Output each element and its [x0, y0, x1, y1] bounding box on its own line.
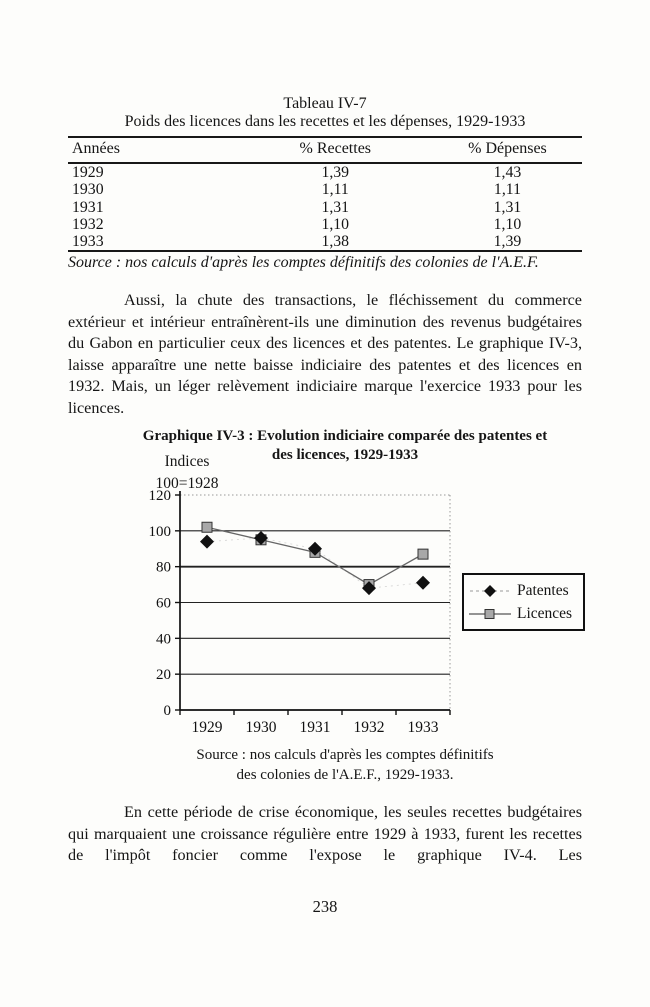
- licences-weight-table: [68, 136, 582, 252]
- table-row: [68, 233, 582, 251]
- table-cell-depenses: 1,11: [493, 181, 521, 199]
- svg-text:0: 0: [163, 703, 171, 719]
- square-marker-icon: [469, 607, 511, 621]
- svg-text:1933: 1933: [407, 719, 439, 736]
- chart-title-line1: Graphique IV-3 : Evolution indiciaire comparée des patentes et: [142, 428, 548, 444]
- table-row: [68, 181, 582, 198]
- paragraph-transactions: Aussi, la chute des transactions, le fléchissement du commerce extérieur et intérieur entraînèrent-ils une diminution des revenus budgétaires du Gabon en particulier ceux des licences et des patentes. Le graphique IV-3, laisse apparaître une nette baisse indiciaire des patentes et des licences en 1932. Mais, un léger relèvement indiciaire marque l'exercice 1933 pour les licences.: [68, 291, 582, 417]
- legend-item-patentes: [469, 579, 578, 602]
- column-header-depenses: % Dépenses: [433, 137, 582, 163]
- table-row: [68, 163, 582, 181]
- table-cell-depenses: 1,10: [493, 215, 522, 233]
- svg-text:120: 120: [148, 488, 171, 504]
- y-axis-note-line2: 100=1928: [155, 475, 219, 492]
- table-cell-year: 1933: [72, 233, 104, 251]
- table-cell-depenses: 1,31: [493, 198, 522, 216]
- table-cell-recettes: 1,11: [321, 181, 349, 199]
- legend-item-licences: [469, 602, 578, 625]
- column-header-recettes: % Recettes: [238, 137, 433, 163]
- table-cell-recettes: 1,10: [321, 215, 350, 233]
- table-cell-year: 1930: [72, 181, 104, 199]
- chart-legend: [462, 573, 585, 631]
- chart-source-note: [120, 745, 570, 785]
- svg-text:1930: 1930: [245, 719, 277, 736]
- chart-title-line2: des licences, 1929-1933: [271, 447, 419, 463]
- table-row: [68, 216, 582, 233]
- svg-text:40: 40: [156, 631, 171, 648]
- table-caption-number: Tableau IV-7: [283, 95, 367, 112]
- table-cell-year: 1931: [72, 198, 104, 216]
- table-cell-recettes: 1,31: [321, 198, 350, 216]
- svg-text:80: 80: [156, 559, 171, 576]
- table-row: [68, 199, 582, 216]
- table-header-row: [68, 137, 582, 163]
- svg-text:60: 60: [156, 595, 171, 612]
- page-number: 238: [312, 897, 338, 916]
- svg-text:1931: 1931: [299, 719, 331, 736]
- column-header-annees: Années: [68, 137, 238, 163]
- table-cell-depenses: 1,39: [493, 233, 522, 251]
- svg-text:1932: 1932: [353, 719, 385, 736]
- svg-text:100: 100: [148, 523, 171, 540]
- table-cell-year: 1932: [72, 215, 104, 233]
- legend-label: Licences: [517, 604, 573, 622]
- table-cell-depenses: 1,43: [493, 164, 522, 181]
- y-axis-note-line1: Indices: [164, 453, 210, 470]
- table-cell-year: 1929: [72, 164, 104, 181]
- table-cell-recettes: 1,39: [321, 164, 350, 181]
- svg-text:20: 20: [156, 667, 171, 684]
- table-caption-title: Poids des licences dans les recettes et les dépenses, 1929-1933: [124, 113, 526, 130]
- chart-source-line1: Source : nos calculs d'après les comptes définitifs: [196, 747, 494, 763]
- diamond-marker-icon: [469, 584, 511, 598]
- table-source-note: Source : nos calculs d'après les comptes définitifs des colonies de l'A.E.F.: [68, 254, 539, 271]
- table-cell-recettes: 1,38: [321, 233, 350, 251]
- svg-text:1929: 1929: [191, 719, 223, 736]
- chart-source-line2: des colonies de l'A.E.F., 1929-1933.: [236, 767, 454, 783]
- paragraph-crise-economique: En cette période de crise économique, les seules recettes budgétaires qui marquaient une croissance régulière entre 1929 à 1933, furent les recettes de l'impôt foncier comme l'expose le graphique IV-4. Les: [68, 803, 582, 864]
- legend-label: Patentes: [517, 581, 569, 599]
